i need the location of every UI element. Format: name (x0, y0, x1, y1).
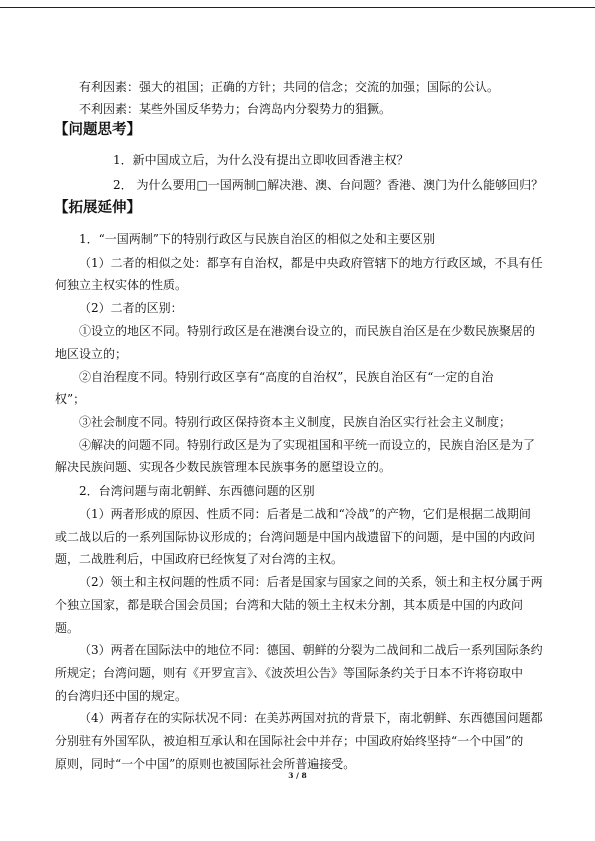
question-1: 1．新中国成立后，为什么没有提出立即收回香港主权？ (113, 153, 409, 167)
extension-line: 个独立国家，都是联合国会员国；台湾和大陆的领土主权未分割，其本质是中国的内政问 (55, 598, 524, 612)
header-rule (0, 7, 595, 8)
extension-line: （3）两者在国际法中的地位不同：德国、朝鲜的分裂为二战间和二战后一系列国际条约 (79, 643, 543, 657)
extension-line: 题。 (55, 621, 80, 635)
extension-line: 或二战以后的一系列国际协议形成的；台湾问题是中国内战遗留下的问题，是中国的内政问 (55, 530, 536, 544)
extension-line: ②自治程度不同。特别行政区享有“高度的自治权”，民族自治区有“一定的自治 (79, 370, 494, 384)
unfavorable-factors: 不利因素：某些外国反华势力；台湾岛内分裂势力的猖獗。 (79, 102, 392, 116)
extension-line: 1．“一国两制”下的特别行政区与民族自治区的相似之处和主要区别 (79, 232, 435, 246)
favorable-factors: 有利因素：强大的祖国；正确的方针；共同的信念；交流的加强；国际的公认。 (79, 80, 500, 94)
extension-line: 的台湾归还中国的规定。 (55, 689, 188, 703)
question-2: 2． 为什么要用□一国两制□解决港、澳、台问题？香港、澳门为什么能够回归？ (113, 178, 544, 192)
extension-line: （2）领土和主权问题的性质不同：后者是国家与国家之间的关系，领土和主权分属于两 (79, 575, 543, 589)
extension-line: 解决民族问题、实现各少数民族管理本民族事务的愿望设立的。 (55, 460, 392, 474)
extension-line: ③社会制度不同。特别行政区保持资本主义制度，民族自治区实行社会主义制度； (79, 415, 512, 429)
extension-line: 权”； (55, 392, 86, 406)
extension-line: 题，二战胜利后，中国政府已经恢复了对台湾的主权。 (55, 552, 344, 566)
extension-line: （4）两者存在的实际状况不同：在美苏两国对抗的背景下，南北朝鲜、东西德国问题都 (79, 711, 543, 725)
section-heading-questions: 【问题思考】 (54, 121, 141, 138)
extension-line: （1）二者的相似之处：都享有自治权，都是中央政府管辖下的地方行政区域，不具有任 (79, 256, 543, 270)
page-number: 3 / 8 (288, 771, 307, 780)
extension-line: 原则，同时“一个中国”的原则也被国际社会所普遍接受。 (55, 757, 356, 771)
extension-line: 2．台湾问题与南北朝鲜、东西德问题的区别 (79, 484, 315, 498)
extension-line: 何独立主权实体的性质。 (55, 278, 188, 292)
extension-line: （2）二者的区别： (79, 301, 183, 315)
section-heading-extension: 【拓展延伸】 (54, 199, 141, 216)
extension-line: 所规定；台湾问题，则有《开罗宣言》、《波茨坦公告》等国际条约关于日本不许将窃取中 (55, 666, 524, 680)
extension-line: ①设立的地区不同。特别行政区是在港澳台设立的，而民族自治区是在少数民族聚居的 (79, 324, 536, 338)
extension-line: 分别驻有外国军队，被迫相互承认和在国际社会中并存；中国政府始终坚持“一个中国”的 (55, 734, 524, 748)
extension-line: 地区设立的； (55, 347, 128, 361)
extension-line: （1）两者形成的原因、性质不同：后者是二战和“冷战”的产物，它们是根据二战期间 (79, 507, 531, 521)
extension-line: ④解决的问题不同。特别行政区是为了实现祖国和平统一而设立的，民族自治区是为了 (79, 438, 536, 452)
